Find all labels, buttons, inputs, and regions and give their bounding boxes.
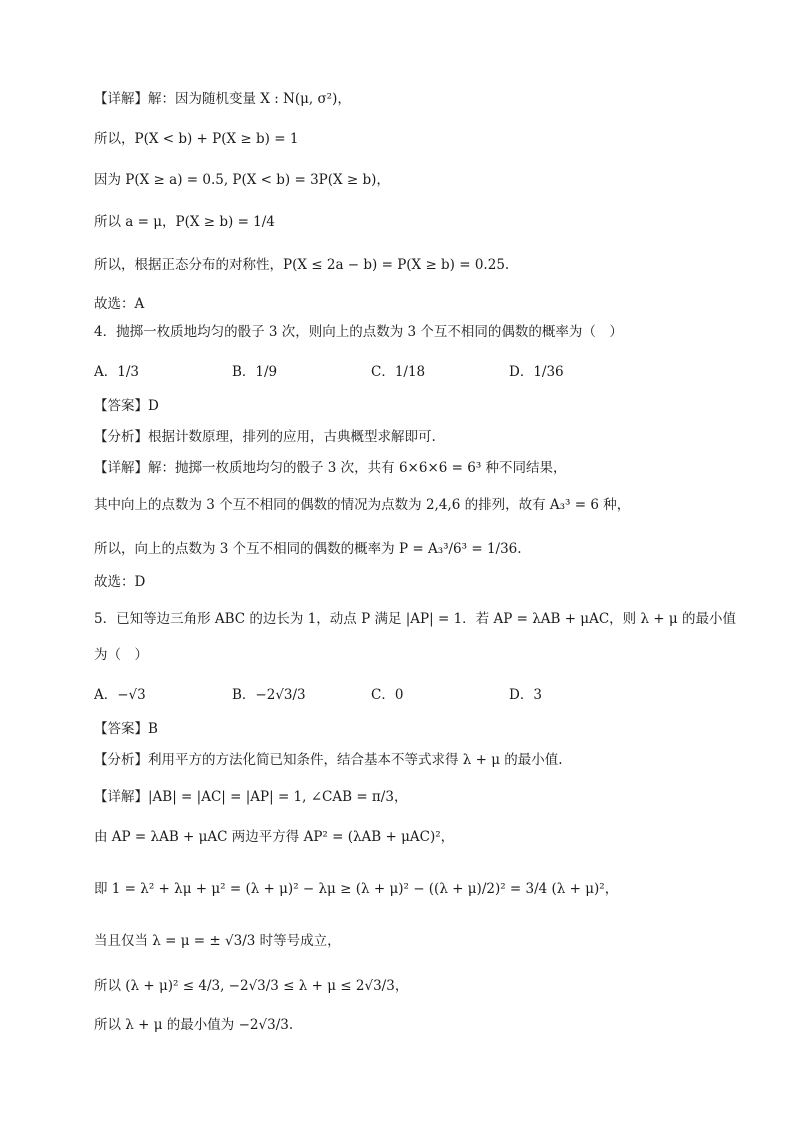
detail-tag: 【详解】 [94, 91, 148, 107]
q4-option-c: C．1/18 [371, 364, 426, 380]
q5-option-d: D．3 [509, 687, 542, 703]
q5-detail-line-3: 即 1 = λ² + λμ + μ² = (λ + μ)² − λμ ≥ (λ + μ)² − ((λ + μ)/2)² = 3/4 (λ + μ)²， [94, 881, 619, 897]
analysis-tag: 【分析】 [94, 752, 148, 768]
analysis-text: 根据计数原理，排列的应用，古典概型求解即可. [148, 429, 436, 445]
q5-option-c: C．0 [371, 687, 404, 703]
q4-analysis-line [94, 428, 436, 446]
prev-detail-line-4: 所以 a = μ，P(X ≥ b) = 1/4 [94, 214, 275, 230]
q5-detail-line-5: 所以 (λ + μ)² ≤ 4/3, −2√3/3 ≤ λ + μ ≤ 2√3/3， [94, 978, 409, 994]
answer-tag: 【答案】 [94, 721, 148, 737]
prev-detail-line-2: 所以，P(X < b) + P(X ≥ b) = 1 [94, 131, 299, 147]
q4-option-a: A．1/3 [94, 364, 139, 380]
prev-detail-line-5: 所以，根据正态分布的对称性，P(X ≤ 2a − b) = P(X ≥ b) = 0.25. [94, 257, 510, 273]
answer-tag: 【答案】 [94, 398, 148, 414]
q4-stem: 4．抛掷一枚质地均匀的骰子 3 次，则向上的点数为 3 个互不相同的偶数的概率为（ ） [94, 324, 623, 340]
q5-analysis-line [94, 751, 563, 769]
detail-text: 解：抛掷一枚质地均匀的骰子 3 次，共有 6×6×6 = 6³ 种不同结果， [148, 460, 567, 476]
answer-value: D [148, 398, 159, 414]
answer-value: B [148, 721, 158, 737]
q5-detail-line-6: 所以 λ + μ 的最小值为 −2√3/3. [94, 1017, 294, 1033]
detail-tag: 【详解】 [94, 460, 148, 476]
detail-tag: 【详解】 [94, 789, 148, 805]
q4-answer-line [94, 397, 159, 415]
prev-detail-line-3: 因为 P(X ≥ a) = 0.5, P(X < b) = 3P(X ≥ b)， [94, 172, 390, 188]
q5-answer-line [94, 720, 158, 738]
q5-options [94, 683, 694, 705]
prev-detail-line-1 [94, 90, 351, 108]
q4-option-b: B．1/9 [232, 364, 278, 380]
q5-option-a: A．−√3 [94, 687, 146, 703]
detail-text: 解：因为随机变量 X : N(μ, σ²)， [148, 91, 351, 107]
analysis-tag: 【分析】 [94, 429, 148, 445]
q4-detail-line-2: 其中向上的点数为 3 个互不相同的偶数的情况为点数为 2,4,6 的排列，故有 A₃³ = 6 种， [94, 497, 631, 513]
q5-option-b: B．−2√3/3 [232, 687, 306, 703]
q4-detail-line-3: 所以，向上的点数为 3 个互不相同的偶数的概率为 P = A₃³/6³ = 1/36. [94, 541, 522, 557]
prev-choice-line: 故选：A [94, 296, 145, 312]
analysis-text: 利用平方的方法化简已知条件，结合基本不等式求得 λ + μ 的最小值. [148, 752, 563, 768]
q5-detail-line-2: 由 AP = λAB + μAC 两边平方得 AP² = (λAB + μAC)²， [94, 829, 455, 845]
q5-stem-line-2: 为（ ） [94, 647, 148, 663]
q4-choice-line: 故选：D [94, 574, 146, 590]
q4-option-d: D．1/36 [509, 364, 564, 380]
q5-stem-line-1: 5．已知等边三角形 ABC 的边长为 1，动点 P 满足 |AP| = 1．若 AP = λAB + μAC，则 λ + μ 的最小值 [94, 611, 736, 627]
q4-options [94, 360, 694, 382]
q5-detail-line-1 [94, 788, 407, 806]
detail-text: |AB| = |AC| = |AP| = 1, ∠CAB = π/3， [148, 789, 408, 805]
q4-detail-line-1 [94, 459, 567, 477]
q5-detail-line-4: 当且仅当 λ = μ = ± √3/3 时等号成立， [94, 933, 341, 949]
